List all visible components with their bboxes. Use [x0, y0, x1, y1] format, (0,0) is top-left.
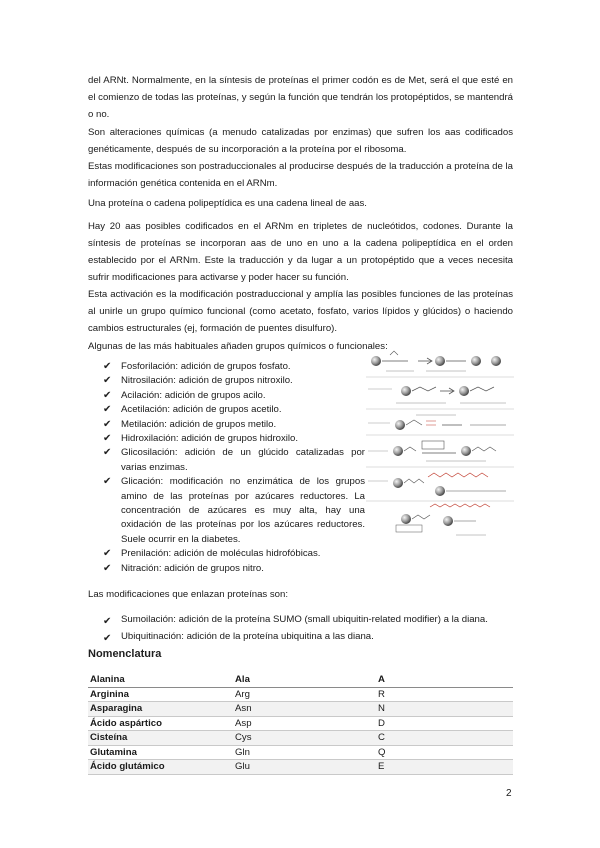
- table-row: [88, 760, 513, 775]
- diagram-row-5: [368, 473, 506, 496]
- diagram-row-2: [368, 386, 506, 403]
- list-item: ✔ Acetilación: adición de grupos acetilo.: [103, 403, 365, 417]
- nomenclature-table: [88, 673, 513, 775]
- page-number: 2: [506, 788, 512, 799]
- table-header-cell: Alanina: [88, 673, 233, 687]
- table-row: [88, 702, 513, 717]
- diagram-row-1: [371, 351, 501, 371]
- list-item: ✔ Ubiquitinación: adición de la proteína ubiquitina a las diana.: [103, 628, 513, 645]
- table-cell: N: [376, 702, 513, 717]
- paragraph-activation: Esta activación es la modificación postraduccional y amplía las posibles funciones de las proteínas al unirle un grupo químico funcional (como acetato, fosfato, varios lípidos y glúcidos) o haciendo cambios estructurales (ej, formación de puentes disulfuro).: [88, 289, 513, 334]
- paragraph-protein: Una proteína o cadena polipeptídica es una cadena lineal de aas.: [88, 198, 367, 209]
- check-icon: ✔: [103, 447, 112, 459]
- check-icon: ✔: [103, 616, 112, 627]
- check-icon: ✔: [103, 548, 112, 560]
- table-row: [88, 731, 513, 746]
- nomenclature-heading: Nomenclatura: [88, 648, 162, 660]
- table-cell: Glu: [233, 760, 376, 775]
- paragraph-continuation: del ARNt. Normalmente, en la síntesis de proteínas el primer codón es de Met, será el que esté en el comienzo de todas las proteínas, y según la función que tendrán los protopéptidos, se mantendrá o no.: [88, 75, 513, 120]
- table-cell: Cys: [233, 731, 376, 746]
- table-cell: Asparagina: [88, 702, 233, 717]
- list-item: ✔ Metilación: adición de grupos metilo.: [103, 418, 365, 432]
- table-cell: R: [376, 687, 513, 702]
- table-header-cell: A: [376, 673, 513, 687]
- table-cell: Gln: [233, 745, 376, 760]
- table-cell: D: [376, 716, 513, 731]
- check-icon: ✔: [103, 633, 112, 644]
- table-cell: Q: [376, 745, 513, 760]
- check-icon: ✔: [103, 476, 112, 488]
- check-icon: ✔: [103, 361, 112, 372]
- table-cell: Cisteína: [88, 731, 233, 746]
- table-row: [88, 745, 513, 760]
- check-icon: ✔: [103, 389, 112, 401]
- list-item: ✔ Acilación: adición de grupos acilo.: [103, 389, 365, 403]
- table-header-row: [88, 673, 513, 687]
- modification-diagram-figure: [366, 345, 514, 541]
- paragraph-aas: Hay 20 aas posibles codificados en el ARNm en tripletes de nucleótidos, codones. Durante la síntesis de proteínas se incorporan aas de uno en uno a la cadena polipeptídica en el orden establecido por el ARNm. Este la traducción y da lugar a un protopéptido que a veces necesita sufrir modificaciones para activarse y poder hacer su función.: [88, 221, 513, 283]
- diagram-row-4: [368, 441, 496, 461]
- table-cell: Asn: [233, 702, 376, 717]
- table-cell: Ácido glutámico: [88, 760, 233, 775]
- table-cell: E: [376, 760, 513, 775]
- list-item: ✔ Glicosilación: adición de un glúcido catalizadas por varias enzimas.: [103, 447, 365, 473]
- paragraph-definition: Son alteraciones químicas (a menudo catalizadas por enzimas) que sufren los aas codificados genéticamente, después de su incorporación a la proteína por el ribosoma.: [88, 127, 513, 155]
- list-item: ✔ Fosforilación: adición de grupos fosfato.: [103, 360, 365, 374]
- list-item: ✔ Glicación: modificación no enzimática de los grupos amino de las proteínas por azúcares reductores. La concentración de azúcares es muy alta, hay una oxidación de las proteínas por los azúcares reductores. Suele ocurrir en la diabetes.: [103, 476, 365, 545]
- table-cell: Glutamina: [88, 745, 233, 760]
- list-item: ✔ Nitración: adición de grupos nitro.: [103, 562, 365, 576]
- diagram-row-3: [368, 415, 506, 430]
- table-cell: Asp: [233, 716, 376, 731]
- protein-mods-list: [103, 611, 513, 645]
- check-icon: ✔: [103, 418, 112, 430]
- table-row: [88, 687, 513, 702]
- table-header-cell: Ala: [233, 673, 376, 687]
- check-icon: ✔: [103, 562, 112, 574]
- check-icon: ✔: [103, 375, 112, 387]
- diagram-row-6: [396, 504, 490, 535]
- table-row: [88, 716, 513, 731]
- modifications-list: [103, 360, 365, 576]
- table-cell: Ácido aspártico: [88, 716, 233, 731]
- protein-mods-intro: Las modificaciones que enlazan proteínas son:: [88, 589, 288, 600]
- list-item: ✔ Sumoilación: adición de la proteína SUMO (small ubiquitin-related modifier) a la diana.: [103, 611, 513, 628]
- list-item: ✔ Hidroxilación: adición de grupos hidroxilo.: [103, 432, 365, 446]
- table-cell: Arginina: [88, 687, 233, 702]
- check-icon: ✔: [103, 433, 112, 445]
- paragraph-list-intro: Algunas de las más habituales añaden grupos químicos o funcionales:: [88, 341, 388, 352]
- table-cell: C: [376, 731, 513, 746]
- paragraph-postraduccional: Estas modificaciones son postraduccionales al producirse después de la traducción a proteína de la información genética contenida en el ARNm.: [88, 161, 513, 189]
- check-icon: ✔: [103, 404, 112, 416]
- list-item: ✔ Nitrosilación: adición de grupos nitroxilo.: [103, 374, 365, 388]
- table-cell: Arg: [233, 687, 376, 702]
- list-item: ✔ Prenilación: adición de moléculas hidrofóbicas.: [103, 547, 365, 561]
